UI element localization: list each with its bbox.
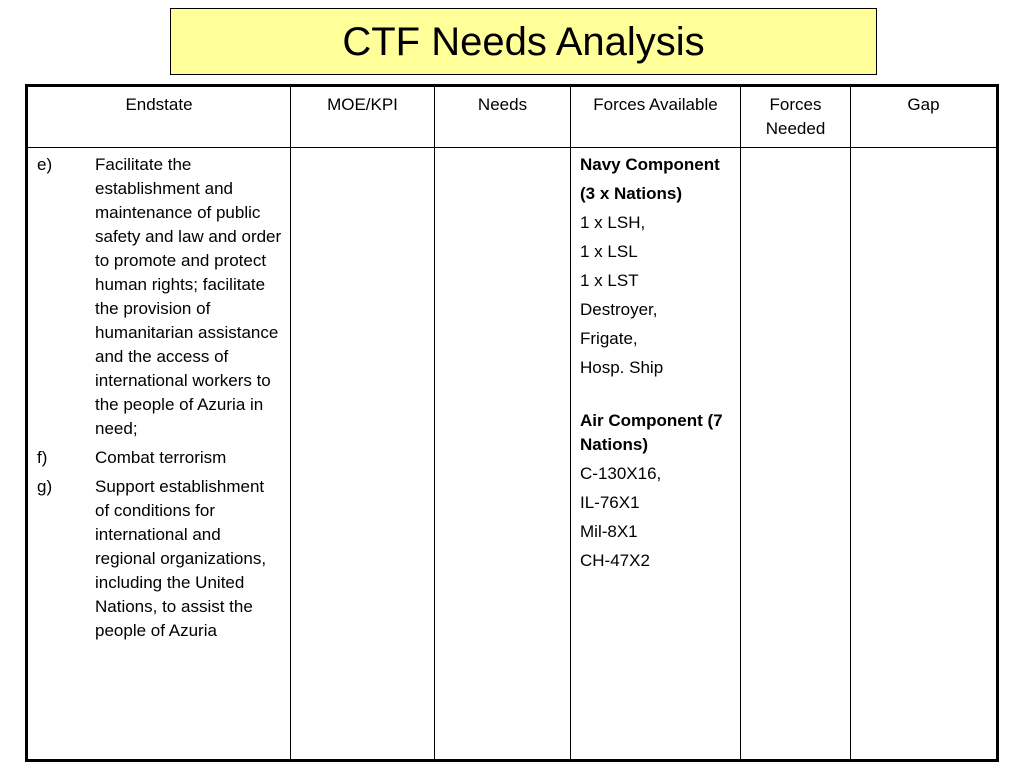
endstate-text: Facilitate the establishment and maintenance of public safety and law and order to promote and protect human rights; facilitate the provision of humanitarian assistance and the access of international workers to the people of Azuria in need; xyxy=(95,155,282,438)
table-row xyxy=(28,148,997,760)
header-forces-available: Forces Available xyxy=(571,87,741,148)
endstate-item-e xyxy=(37,153,282,441)
forces-needed-cell xyxy=(741,148,851,760)
table-header-row xyxy=(28,87,997,148)
endstate-letter: g) xyxy=(37,477,53,496)
gap-cell xyxy=(851,148,997,760)
needs-cell xyxy=(435,148,571,760)
needs-analysis-table xyxy=(27,86,997,760)
navy-force-item: 1 x LSL xyxy=(580,242,638,261)
moe-kpi-cell xyxy=(291,148,435,760)
endstate-cell xyxy=(28,148,291,760)
endstate-letter: f) xyxy=(37,448,48,467)
air-force-item: C-130X16, xyxy=(580,464,662,483)
endstate-item-f xyxy=(37,446,282,470)
air-force-item: CH-47X2 xyxy=(580,551,650,570)
navy-force-item: Hosp. Ship xyxy=(580,358,664,377)
navy-force-item: 1 x LSH, xyxy=(580,213,646,232)
endstate-letter: e) xyxy=(37,155,53,174)
endstate-text: Combat terrorism xyxy=(95,448,227,467)
forces-available-cell xyxy=(571,148,741,760)
air-component-heading: Air Component (7 Nations) xyxy=(580,411,723,454)
needs-analysis-table-frame xyxy=(25,84,999,762)
header-endstate: Endstate xyxy=(28,87,291,148)
header-moe-kpi: MOE/KPI xyxy=(291,87,435,148)
header-needs: Needs xyxy=(435,87,571,148)
title-box xyxy=(170,8,877,75)
slide-title: CTF Needs Analysis xyxy=(342,19,705,64)
endstate-text: Support establishment of conditions for international and regional organizations, including the United Nations, to assist the people of Azuria xyxy=(95,477,267,640)
section-spacer xyxy=(580,385,732,409)
navy-force-item: 1 x LST xyxy=(580,271,639,290)
endstate-item-g xyxy=(37,475,282,643)
header-forces-needed: Forces Needed xyxy=(741,87,851,148)
air-force-item: Mil-8X1 xyxy=(580,522,638,541)
navy-force-item: Destroyer, xyxy=(580,300,658,319)
navy-nations-subheading: (3 x Nations) xyxy=(580,184,683,203)
navy-component-heading: Navy Component xyxy=(580,155,720,174)
header-gap: Gap xyxy=(851,87,997,148)
navy-force-item: Frigate, xyxy=(580,329,638,348)
air-force-item: IL-76X1 xyxy=(580,493,640,512)
